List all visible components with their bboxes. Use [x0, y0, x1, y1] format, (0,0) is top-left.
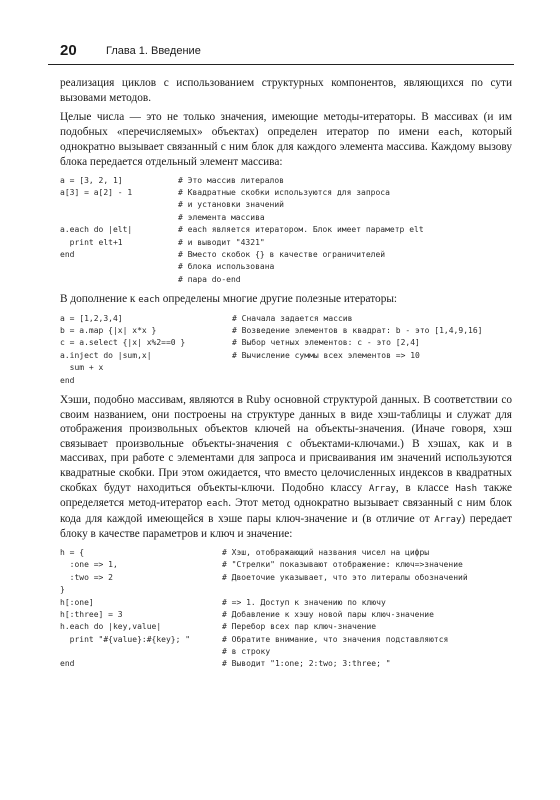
code-line [60, 313, 512, 325]
code-line [60, 584, 512, 596]
code-text: a = [1,2,3,4] [60, 313, 123, 323]
code-text: a[3] = a[2] - 1 [60, 187, 133, 197]
code-text: a.each do |elt| [60, 225, 133, 235]
code-line [60, 237, 512, 249]
code-line [60, 249, 512, 261]
code-comment: # и выводит "4321" [178, 237, 265, 247]
code-block-1 [60, 175, 512, 287]
code-line [60, 187, 512, 199]
code-text: sum + x [60, 363, 104, 373]
code-line [60, 609, 512, 621]
text-run: В дополнение к [60, 293, 139, 306]
header-rule [48, 64, 514, 65]
code-line [60, 199, 512, 211]
code-comment: # Выводит "1:one; 2:two; 3:three; " [222, 659, 391, 669]
code-text: c = a.select {|x| x%2==0 } [60, 338, 186, 348]
code-comment: # пара do-end [178, 274, 241, 284]
code-line [60, 325, 512, 337]
code-comment: # Двоеточие указывает, что это литералы обозначений [222, 572, 468, 582]
text-run: определены многие другие полезные итераторы: [159, 293, 398, 306]
code-comment: # Обратите внимание, что значения подставляются [222, 634, 449, 644]
code-comment: # элемента массива [178, 212, 265, 222]
code-block-2 [60, 313, 512, 387]
inline-code: Array [368, 483, 396, 494]
paragraph-4 [60, 393, 512, 542]
text-run: Целые числа — это не только значения, имеющие методы-итераторы. В массивах (и им подобных «перечисляемых» объектах) определен итератор по имени [60, 111, 512, 138]
code-line [60, 350, 512, 362]
code-text: a.inject do |sum,x| [60, 350, 152, 360]
code-comment: # => 1. Доступ к значению по ключу [222, 597, 386, 607]
code-line [60, 362, 512, 374]
code-comment: # Вычисление суммы всех элементов => 10 [232, 350, 420, 360]
code-line [60, 634, 512, 646]
code-comment: # в строку [222, 647, 271, 657]
code-comment: # Возведение элементов в квадрат: b - это [1,4,9,16] [232, 326, 483, 336]
inline-code: each [206, 499, 229, 510]
code-comment: # Выбор четных элементов: c - это [2,4] [232, 338, 420, 348]
code-comment: # Вместо скобок {} в качестве ограничителей [178, 249, 386, 259]
code-text: end [60, 659, 75, 669]
code-comment: # "Стрелки" показывают отображение: ключ=>значение [222, 560, 463, 570]
text-run: ) передает блоку в качестве параметров и ключ и значение: [60, 512, 513, 541]
code-line [60, 646, 512, 658]
text-run: , в классе [395, 481, 456, 494]
inline-code: each [438, 127, 460, 138]
code-comment: # и установки значений [178, 200, 284, 210]
code-comment: # Хэш, отображающий названия чисел на цифры [222, 547, 430, 557]
code-line [60, 212, 512, 224]
code-line [60, 224, 512, 236]
code-line [60, 559, 512, 571]
code-text: h[:three] = 3 [60, 609, 123, 619]
paragraph-2 [60, 110, 512, 169]
page-number: 20 [60, 42, 77, 59]
code-line [60, 621, 512, 633]
code-line [60, 175, 512, 187]
page-header [48, 40, 512, 66]
code-text: b = a.map {|x| x*x } [60, 326, 157, 336]
inline-code: each [138, 295, 160, 306]
page-body [60, 76, 512, 677]
code-line [60, 337, 512, 349]
code-comment: # each является итератором. Блок имеет параметр elt [178, 225, 424, 235]
code-text: h = { [60, 547, 85, 557]
code-line [60, 274, 512, 286]
text-run: . Этот метод однократно вызывает связанный с ним блок кода для каждой имеющейся в хэше пары ключ-значение и (в отличие от [60, 497, 512, 525]
code-text: a = [3, 2, 1] [60, 175, 123, 185]
code-line [60, 261, 512, 273]
paragraph-1: реализация циклов с использованием структурных компонентов, являющихся по сути вызовами методов. [60, 77, 512, 104]
code-line [60, 572, 512, 584]
code-text: print "#{value}:#{key}; " [60, 634, 191, 644]
text-run: Хэши, подобно массивам, являются в Ruby основной структурой данных. В соответствии со своим названием, они построены на структуре данных в виде хэш-таблицы и служат для отображения произвольных объектов ключей на объекты-значения. (Иначе говоря, хэш связывает произвольные объекты-значения с объектами-ключами.) В хэшах, как и в массивах, при работе с элементами для запроса и присваивания им значений используются квадратные скобки. При этом ожидается, что вместо целочисленных индексов в квадратных скобках будут находиться объекты-ключи. Подобно классу [60, 394, 512, 494]
code-comment: # Это массив литералов [178, 175, 284, 185]
code-comment: # Квадратные скобки используются для запроса [178, 187, 390, 197]
code-text: end [60, 375, 75, 385]
code-text: :two => 2 [60, 572, 113, 582]
code-comment: # Сначала задается массив [232, 313, 353, 323]
inline-code: Array [434, 514, 462, 525]
code-block-3 [60, 547, 512, 671]
code-line [60, 658, 512, 670]
code-comment: # Перебор всех пар ключ-значение [222, 622, 377, 632]
code-text: } [60, 585, 65, 595]
text-run: , который однократно вызывает связанный с ним блок для каждого элемента массива. Каждому вызову блока передается отдельный элемент массива: [60, 125, 512, 168]
chapter-title: Глава 1. Введение [106, 45, 201, 57]
text-run: также определяется метод-итератор [60, 481, 512, 510]
paragraph-3 [60, 292, 512, 308]
inline-code: Hash [455, 483, 478, 494]
code-text: h.each do |key,value| [60, 622, 162, 632]
code-text: print elt+1 [60, 237, 123, 247]
code-line [60, 547, 512, 559]
code-line [60, 375, 512, 387]
code-text: end [60, 249, 75, 259]
code-text: h[:one] [60, 597, 94, 607]
code-line [60, 597, 512, 609]
code-text: :one => 1, [60, 560, 118, 570]
code-comment: # блока использована [178, 262, 275, 272]
code-comment: # Добавление к хэшу новой пары ключ-значение [222, 609, 434, 619]
